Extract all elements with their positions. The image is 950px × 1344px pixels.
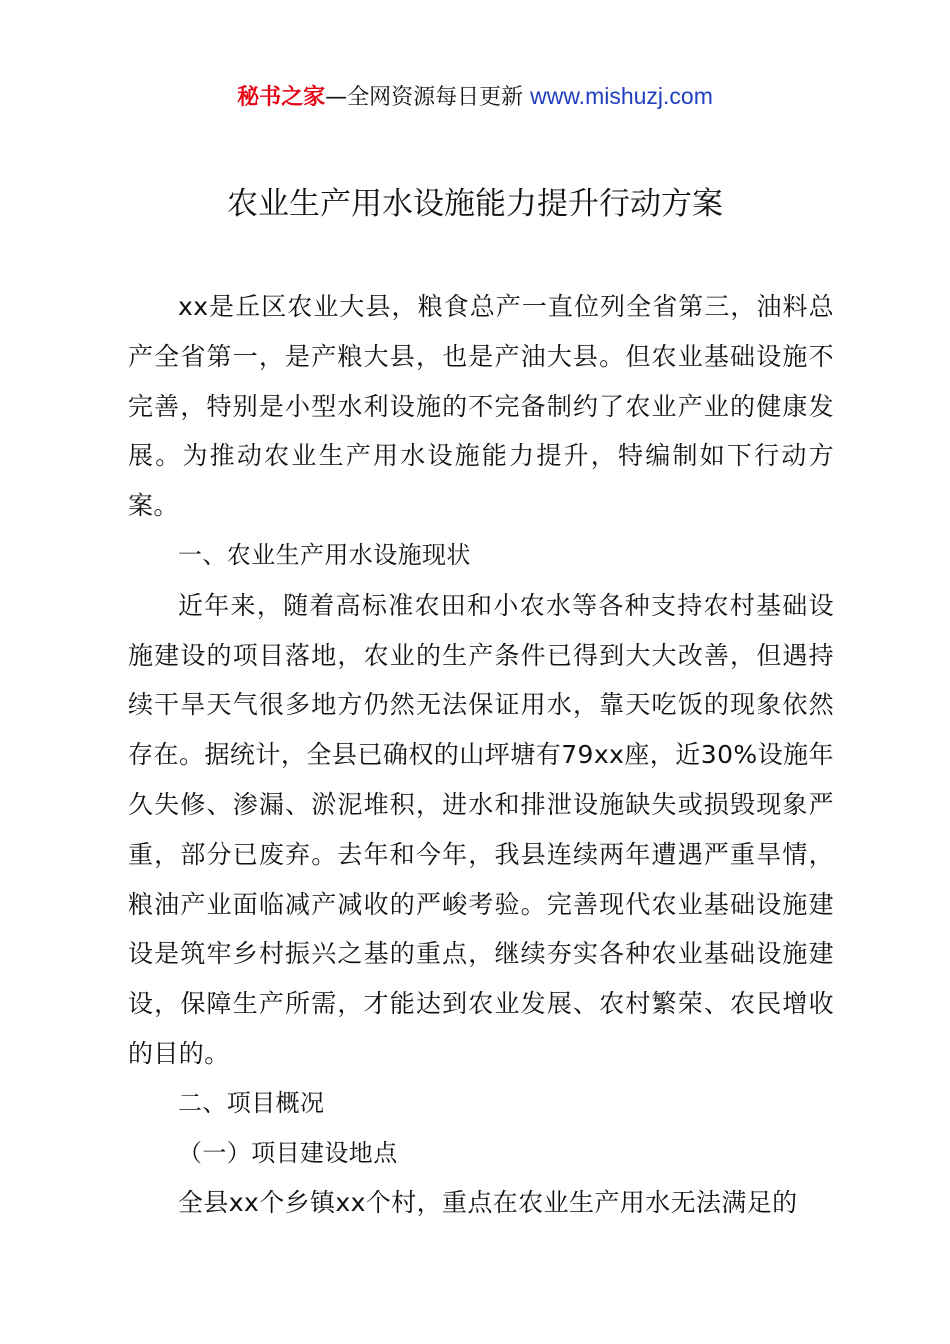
document-body	[128, 282, 834, 1228]
subsection-heading-location: （一）项目建设地点	[178, 1138, 398, 1167]
page-header	[0, 80, 950, 114]
site-slogan: —全网资源每日更新	[325, 85, 524, 110]
site-url-link[interactable]: www.mishuzj.com	[530, 83, 713, 109]
paragraph-intro: xx是丘区农业大县，粮食总产一直位列全省第三，油料总产全省第一，是产粮大县，也是产油大县。但农业基础设施不完善，特别是小型水利设施的不完备制约了农业产业的健康发展。为推动农业生产用水设施能力提升，特编制如下行动方案。	[128, 292, 834, 521]
section-heading-status: 一、农业生产用水设施现状	[178, 540, 471, 569]
paragraph-status: 近年来，随着高标准农田和小农水等各种支持农村基础设施建设的项目落地，农业的生产条件已得到大大改善，但遇持续干旱天气很多地方仍然无法保证用水，靠天吃饭的现象依然存在。据统计，全县已确权的山坪塘有79xx座，近30%设施年久失修、渗漏、淤泥堆积，进水和排泄设施缺失或损毁现象严重，部分已废弃。去年和今年，我县连续两年遭遇严重旱情，粮油产业面临减产减收的严峻考验。完善现代农业基础设施建设是筑牢乡村振兴之基的重点，继续夯实各种农业基础设施建设，保障生产所需，才能达到农业发展、农村繁荣、农民增收的目的。	[128, 590, 834, 1068]
paragraph-location: 全县xx个乡镇xx个村，重点在农业生产用水无法满足的	[178, 1188, 798, 1218]
document-title: 农业生产用水设施能力提升行动方案	[227, 186, 723, 222]
site-name: 秘书之家	[237, 85, 326, 110]
section-heading-overview: 二、项目概况	[178, 1088, 325, 1117]
